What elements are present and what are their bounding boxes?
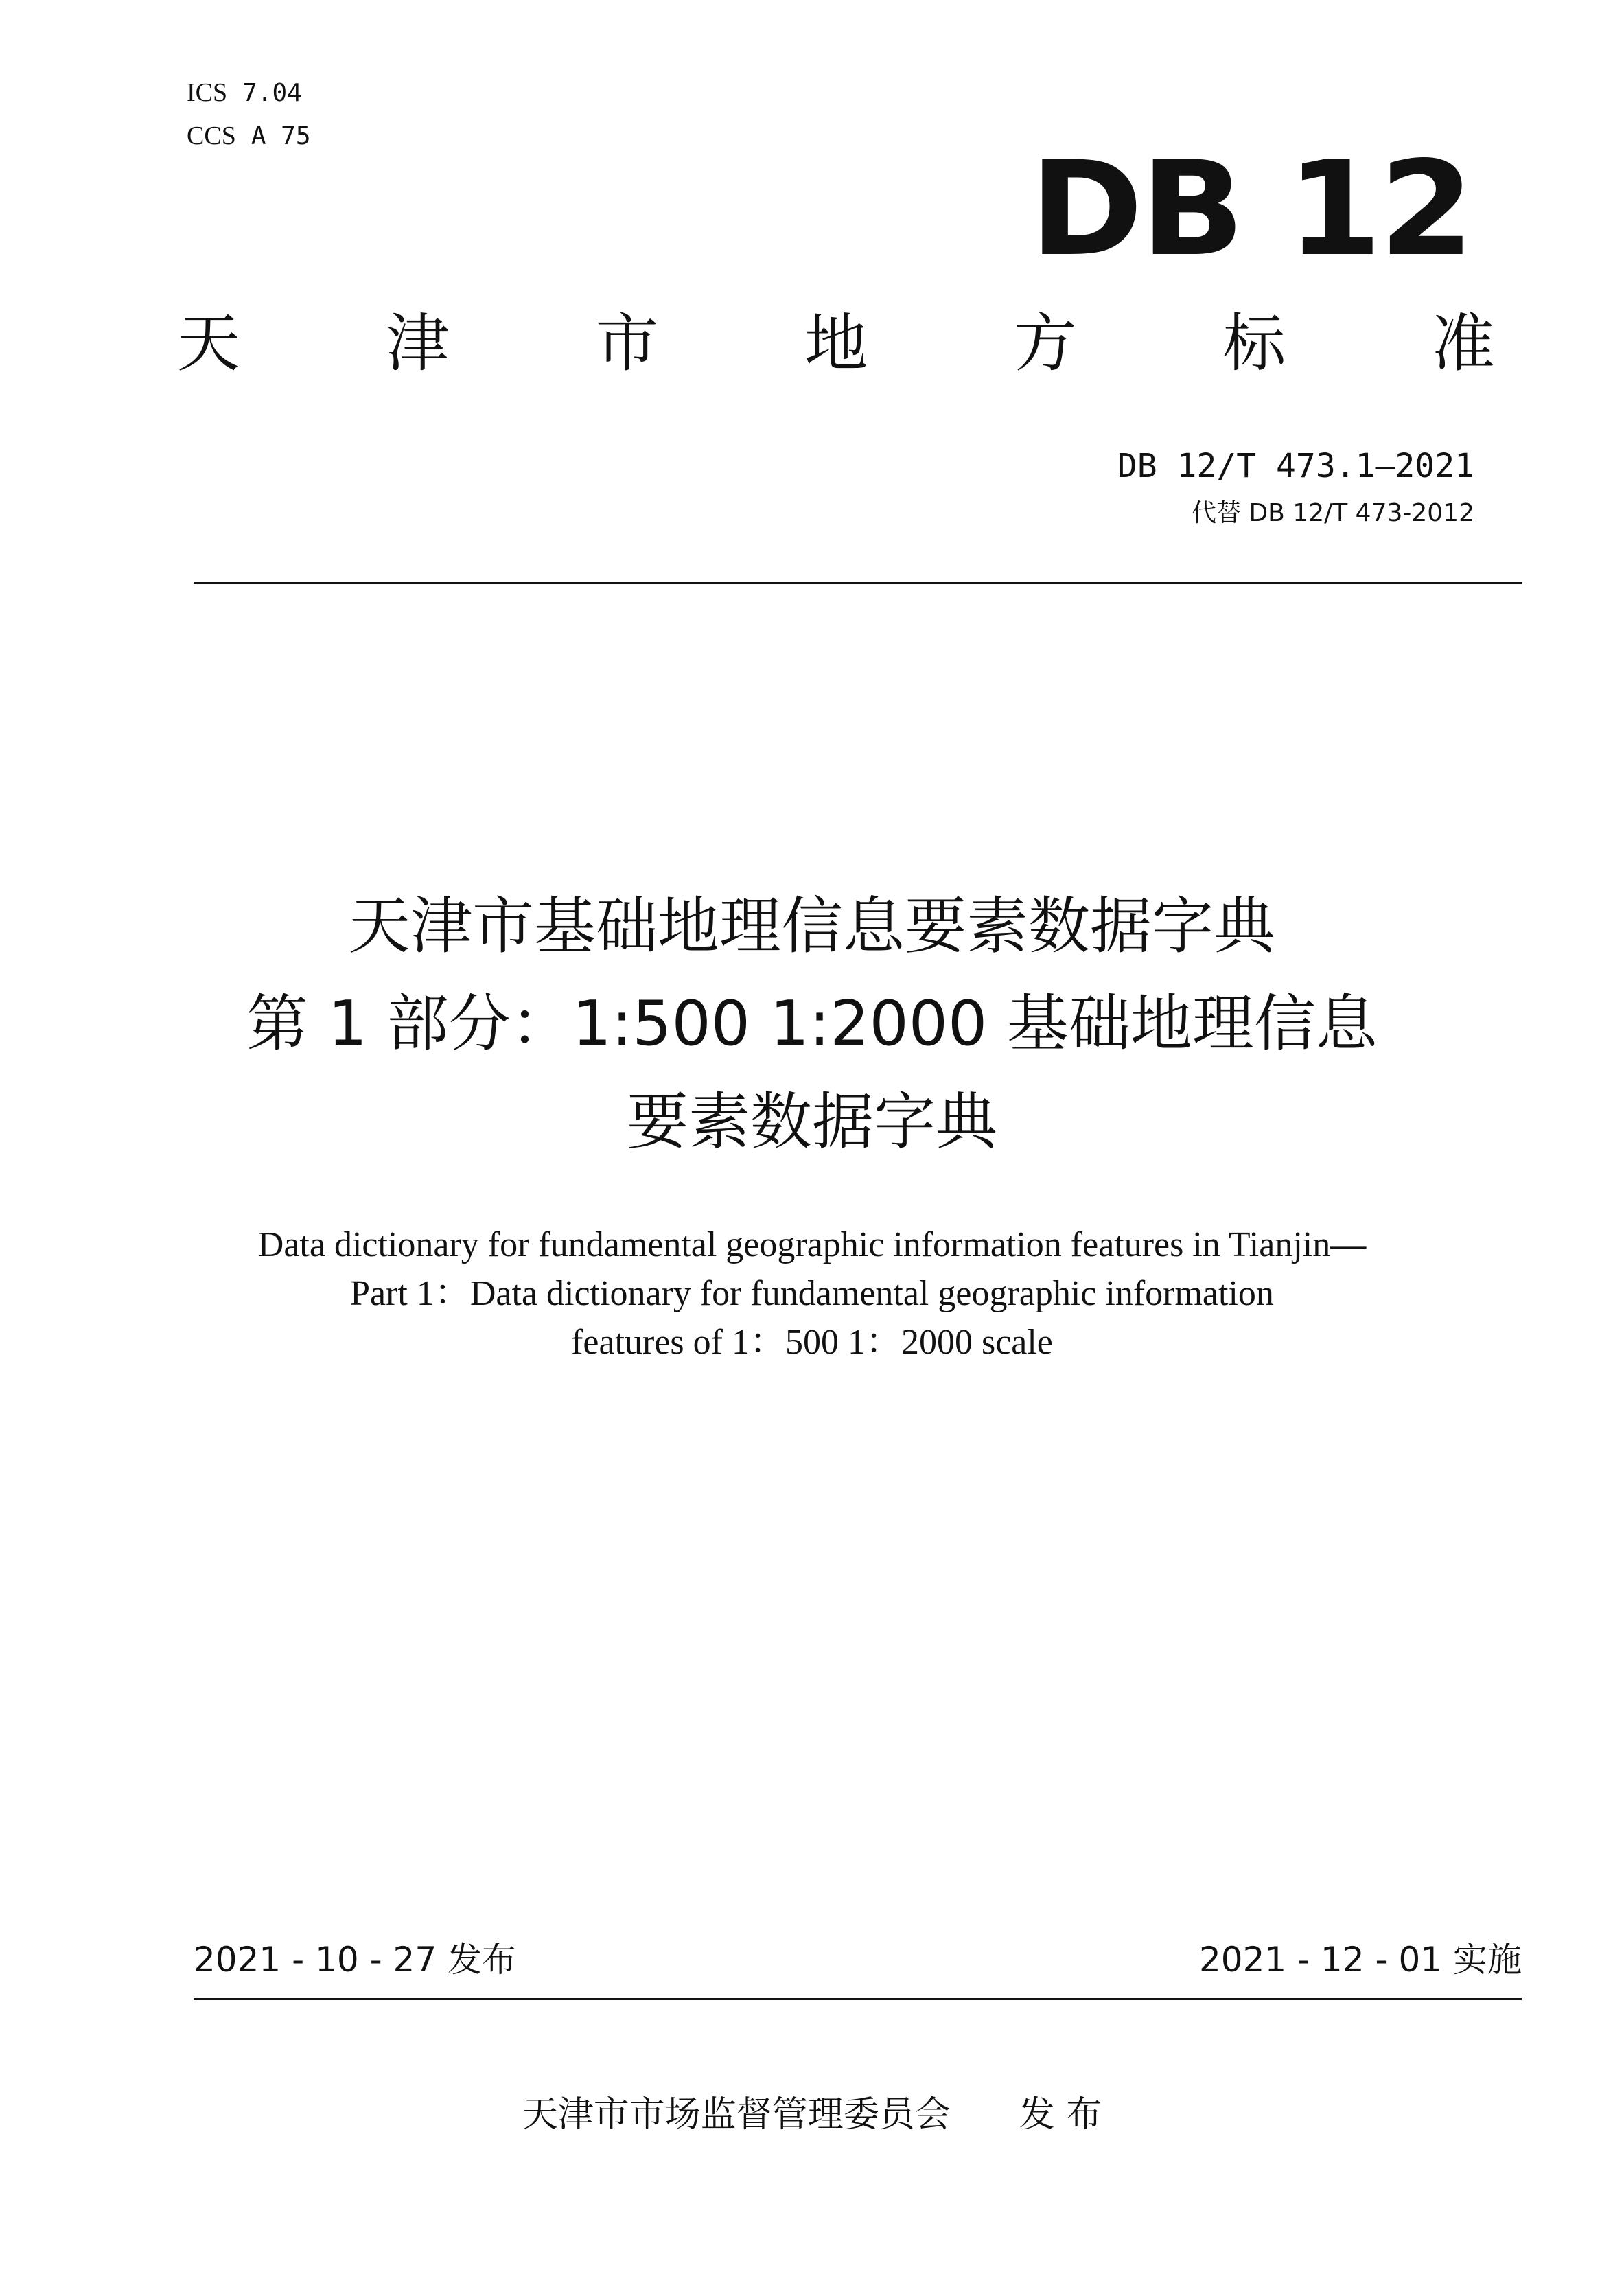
issue-date: 2021 - 10 - 27 发布 bbox=[194, 1940, 517, 1980]
bottom-divider bbox=[194, 1998, 1522, 2000]
db-logo: DB 12 bbox=[1030, 133, 1472, 285]
title-en-line2: Part 1：Data dictionary for fundamental geographic information bbox=[350, 1274, 1274, 1313]
title-cn-line3: 要素数据字典 bbox=[627, 1086, 997, 1158]
ccs-code bbox=[187, 122, 311, 149]
standard-type-char: 市 bbox=[595, 307, 659, 380]
ccs-label: CCS bbox=[187, 121, 236, 150]
issuer-name: 天津市市场监督管理委员会 bbox=[522, 2094, 951, 2135]
standard-type-char: 津 bbox=[386, 307, 450, 380]
title-cn-line2: 第 1 部分：1:500 1:2000 基础地理信息 bbox=[246, 988, 1378, 1060]
standard-type-char: 天 bbox=[177, 307, 241, 380]
ics-code bbox=[187, 79, 302, 106]
top-divider bbox=[194, 582, 1522, 584]
issuer-action: 发 布 bbox=[1019, 2094, 1102, 2135]
title-en-line3: features of 1：500 1：2000 scale bbox=[571, 1323, 1053, 1362]
issuer-line bbox=[0, 2094, 1624, 2135]
standard-type-char: 标 bbox=[1222, 307, 1286, 380]
standard-type-char: 方 bbox=[1013, 307, 1077, 380]
standard-type-char: 地 bbox=[804, 307, 868, 380]
implementation-date: 2021 - 12 - 01 实施 bbox=[1198, 1940, 1522, 1980]
title-cn-line1: 天津市基础地理信息要素数据字典 bbox=[349, 890, 1275, 962]
replaces-note: 代替 DB 12/T 473-2012 bbox=[1192, 499, 1474, 527]
ics-value: 7.04 bbox=[242, 79, 302, 107]
standard-type-char: 准 bbox=[1431, 307, 1495, 380]
ccs-value: A 75 bbox=[251, 122, 311, 150]
ics-label: ICS bbox=[187, 78, 228, 107]
title-en-line1: Data dictionary for fundamental geographic information features in Tianjin— bbox=[257, 1225, 1367, 1264]
standard-type-heading bbox=[177, 307, 1495, 380]
standard-number: DB 12/T 473.1—2021 bbox=[1117, 447, 1474, 485]
